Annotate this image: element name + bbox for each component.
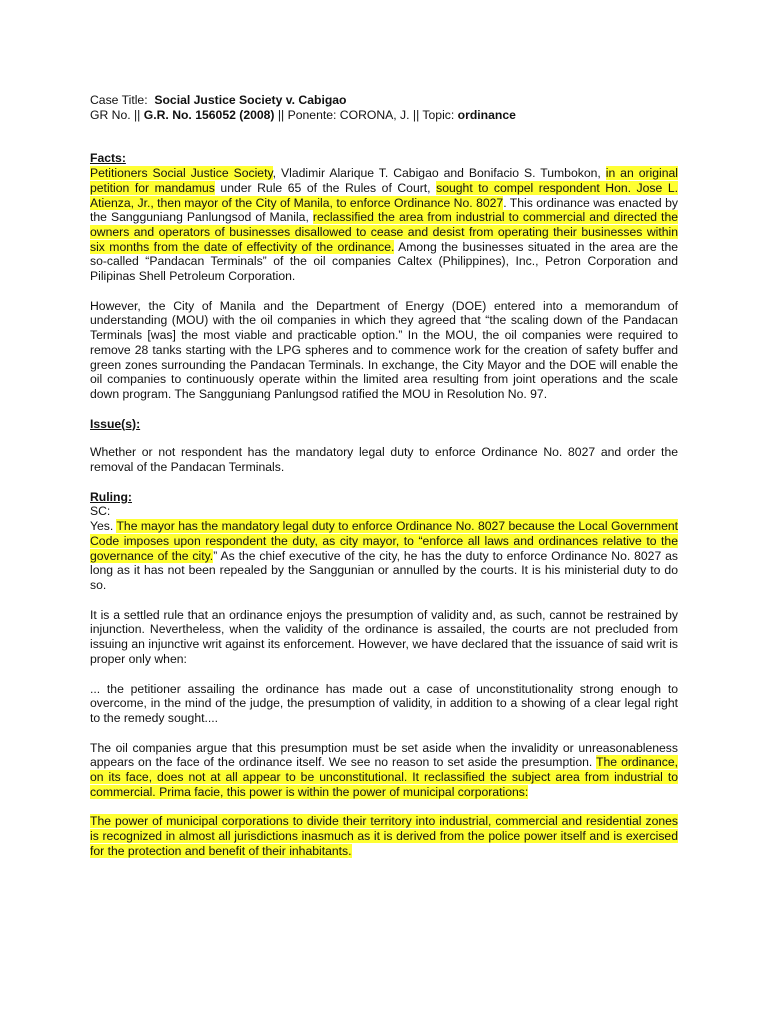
ruling-paragraph-4 [90, 741, 678, 800]
facts-heading-line [90, 151, 678, 166]
ruling-paragraph-5 [90, 814, 678, 858]
highlighted-text: The power of municipal corporations to divide their territory into industrial, commercial and residential zones is recognized in almost all jurisdictions inasmuch as it is derived from the police power itself and is exercised for the protection and benefit of their inhabitants. [90, 814, 678, 858]
body-text: . This ordinance was enacted by the Sangguniang Panlungsod of Manila, [90, 195, 678, 225]
document-body [90, 93, 678, 859]
facts-paragraph-1 [90, 166, 678, 284]
topic: ordinance [457, 107, 516, 122]
ruling-heading: Ruling: [90, 489, 132, 504]
body-text: under Rule 65 of the Rules of Court, [214, 180, 437, 195]
highlighted-text: Petitioners Social Justice Society [90, 166, 273, 181]
ruling-paragraph-2: It is a settled rule that an ordinance enjoys the presumption of validity and, as such, cannot be restrained by injunction. Nevertheless, when the validity of the ordinance is assailed, the courts are not precluded from issuing an injunctive writ against its enforcement. However, we have declared that the issuance of said writ is proper only when: [90, 607, 678, 666]
body-text: , Vladimir Alarique T. Cabigao and Bonifacio S. Tumbokon, [272, 166, 606, 181]
ruling-heading-line [90, 490, 678, 505]
gr-label: GR No. || [90, 107, 141, 122]
case-title-label: Case Title: [90, 93, 148, 107]
case-title: Social Justice Society v. Cabigao [154, 93, 347, 107]
body-text: ” As the chief executive of the city, he has the duty to enforce Ordinance No. 8027 as long as it has not been repealed by the Sanggunian or annulled by the courts. It is his ministerial duty to do so. [90, 548, 678, 592]
body-text: Among the businesses situated in the area are the so-called “Pandacan Terminals” of the oil companies Caltex (Philippines), Inc., Petron Corporation and Pilipinas Shell Petroleum Corporation. [90, 239, 678, 284]
body-text: Yes. [90, 519, 117, 534]
ruling-sc-label: SC: [90, 504, 111, 519]
body-text: The oil companies argue that this presumption must be set aside when the invalidity or unreasonableness appears on the face of the ordinance itself. We see no reason to set aside the presumption. [90, 740, 678, 770]
issues-heading: Issue(s): [90, 416, 141, 431]
gr-number: G.R. No. 156052 (2008) [143, 107, 275, 122]
highlighted-text: The mayor has the mandatory legal duty to enforce Ordinance No. 8027 because the Local Government Code imposes upon respondent the duty, as city mayor, to “enforce all laws and ordinances relative to the governance of the city. [90, 519, 679, 563]
highlighted-text: sought to compel respondent Hon. Jose L. Atienza, Jr., then mayor of the City of Manila, to enforce Ordinance No. 8027 [90, 180, 678, 210]
facts-heading: Facts: [90, 151, 126, 166]
highlighted-text: The ordinance, on its face, does not at all appear to be unconstitutional. It reclassified the subject area from industrial to commercial. Prima facie, this power is within the power of municipal corporations: [90, 755, 678, 799]
facts-paragraph-2: However, the City of Manila and the Department of Energy (DOE) entered into a memorandum of understanding (MOU) with the oil companies in which they agreed that “the scaling down of the Pandacan Terminals [was] the most viable and practicable option.” In the MOU, the oil companies were required to remove 28 tanks starting with the LPG spheres and to commence work for the creation of safety buffer and green zones surrounding the Pandacan Terminals. In exchange, the City Mayor and the DOE will enable the oil companies to continuously operate within the limited area resulting from joint operations and the scale down program. The Sangguniang Panlungsod ratified the MOU in Resolution No. 97. [90, 298, 678, 401]
case-title-line [90, 93, 678, 108]
issues-heading-line [90, 417, 678, 432]
highlighted-text: in an original petition for mandamus [90, 166, 678, 195]
case-info-line [90, 108, 678, 123]
ponente-text: || Ponente: CORONA, J. || Topic: [277, 107, 455, 122]
ruling-quote: ... the petitioner assailing the ordinance has made out a case of unconstitutionality strong enough to overcome, in the mind of the judge, the presumption of validity, in addition to a showing of a clear legal right to the remedy sought.... [90, 681, 678, 725]
highlighted-text: reclassified the area from industrial to commercial and directed the owners and operators of businesses disallowed to cease and desist from operating their businesses within six months from the date of effectivity of the ordinance. [90, 210, 678, 254]
issues-paragraph-1: Whether or not respondent has the mandatory legal duty to enforce Ordinance No. 8027 and order the removal of the Pandacan Terminals. [90, 445, 678, 475]
ruling-paragraph-1 [90, 519, 678, 593]
